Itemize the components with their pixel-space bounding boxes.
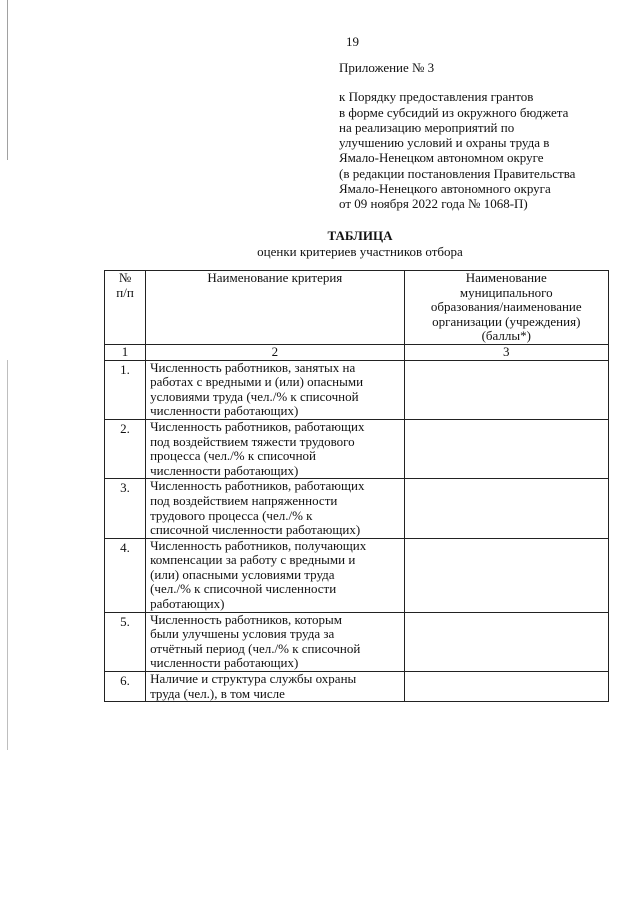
- criterion-line: отчётный период (чел./% к списочной: [150, 640, 361, 656]
- appendix-line: (в редакции постановления Правительства: [339, 165, 576, 181]
- table-heading: [0, 228, 640, 260]
- criterion-line: компенсации за работу с вредными и: [150, 552, 356, 568]
- criterion-line: Численность работников, получающих: [150, 537, 367, 553]
- criterion-line: Численность работников, которым: [150, 611, 342, 627]
- table-row: [105, 360, 609, 419]
- header-organization: [404, 271, 608, 345]
- header-line: Наименование критерия: [207, 270, 343, 285]
- row-number: 2.: [105, 419, 146, 478]
- criterion-line: численности работающих): [150, 655, 299, 671]
- header-line: Наименование: [465, 270, 547, 285]
- row-number: 6.: [105, 672, 146, 702]
- criterion-line: работающих): [150, 596, 225, 612]
- score-cell: [404, 419, 608, 478]
- appendix-line: к Порядку предоставления грантов: [339, 89, 534, 105]
- appendix-line: Ямало-Ненецкого автономного округа: [339, 181, 551, 197]
- appendix-line: Ямало-Ненецком автономном округе: [339, 150, 544, 166]
- table-row: [105, 612, 609, 671]
- criterion-cell: [146, 360, 405, 419]
- criterion-cell: [146, 419, 405, 478]
- criterion-line: Численность работников, работающих: [150, 478, 365, 494]
- criterion-line: списочной численности работающих): [150, 522, 361, 538]
- appendix-line: на реализацию мероприятий по: [339, 119, 515, 135]
- criterion-line: Численность работников, работающих: [150, 418, 365, 434]
- criterion-line: труда (чел.), в том числе: [150, 685, 285, 701]
- criteria-table: [104, 270, 609, 702]
- table-title: ТАБЛИЦА: [327, 228, 393, 243]
- score-cell: [404, 479, 608, 538]
- criterion-line: под воздействием напряженности: [150, 492, 338, 508]
- row-number: 1.: [105, 360, 146, 419]
- column-number: 2: [146, 344, 405, 360]
- score-cell: [404, 360, 608, 419]
- appendix-line: от 09 ноября 2022 года № 1068-П): [339, 196, 528, 212]
- criterion-line: (чел./% к списочной численности: [150, 581, 337, 597]
- table-row: [105, 672, 609, 702]
- criterion-line: (или) опасными условиями труда: [150, 566, 335, 582]
- criterion-line: трудового процесса (чел./% к: [150, 507, 313, 523]
- score-cell: [404, 612, 608, 671]
- table-row: [105, 538, 609, 612]
- criterion-line: были улучшены условия труда за: [150, 626, 335, 642]
- appendix-line: в форме субсидий из окружного бюджета: [339, 104, 569, 120]
- criterion-cell: [146, 538, 405, 612]
- table-row: [105, 479, 609, 538]
- header-line: №: [118, 270, 132, 285]
- criterion-line: численности работающих): [150, 403, 299, 419]
- criterion-cell: [146, 479, 405, 538]
- row-number: 3.: [105, 479, 146, 538]
- table-header-row: [105, 271, 609, 345]
- column-number: 1: [105, 344, 146, 360]
- score-cell: [404, 538, 608, 612]
- header-line: образования/наименование: [430, 299, 582, 315]
- header-line: п/п: [116, 284, 134, 300]
- appendix-block: [339, 60, 629, 212]
- criterion-line: работах с вредными и (или) опасными: [150, 374, 364, 390]
- row-number: 4.: [105, 538, 146, 612]
- page-number: 19: [346, 34, 359, 49]
- row-number: 5.: [105, 612, 146, 671]
- appendix-text: [339, 89, 629, 211]
- criterion-line: численности работающих): [150, 462, 299, 478]
- column-number: 3: [404, 344, 608, 360]
- table-subtitle: оценки критериев участников отбора: [257, 244, 463, 259]
- header-line: организации (учреждения): [432, 313, 581, 329]
- criterion-line: условиями труда (чел./% к списочной: [150, 388, 359, 404]
- criterion-line: Численность работников, занятых на: [150, 359, 356, 375]
- criterion-line: процесса (чел./% к списочной: [150, 448, 317, 464]
- appendix-line: улучшению условий и охраны труда в: [339, 135, 550, 151]
- criterion-cell: [146, 672, 405, 702]
- criterion-line: под воздействием тяжести трудового: [150, 433, 355, 449]
- header-line: муниципального: [459, 284, 553, 300]
- scan-edge-mark: [7, 360, 8, 750]
- header-number: [105, 271, 146, 345]
- header-criterion: [146, 271, 405, 345]
- table-row: [105, 419, 609, 478]
- appendix-title: Приложение № 3: [339, 60, 435, 75]
- header-line: (баллы*): [481, 328, 531, 344]
- criterion-line: Наличие и структура службы охраны: [150, 671, 357, 687]
- scan-edge-mark: [7, 0, 8, 160]
- criterion-cell: [146, 612, 405, 671]
- column-numbering-row: [105, 344, 609, 360]
- score-cell: [404, 672, 608, 702]
